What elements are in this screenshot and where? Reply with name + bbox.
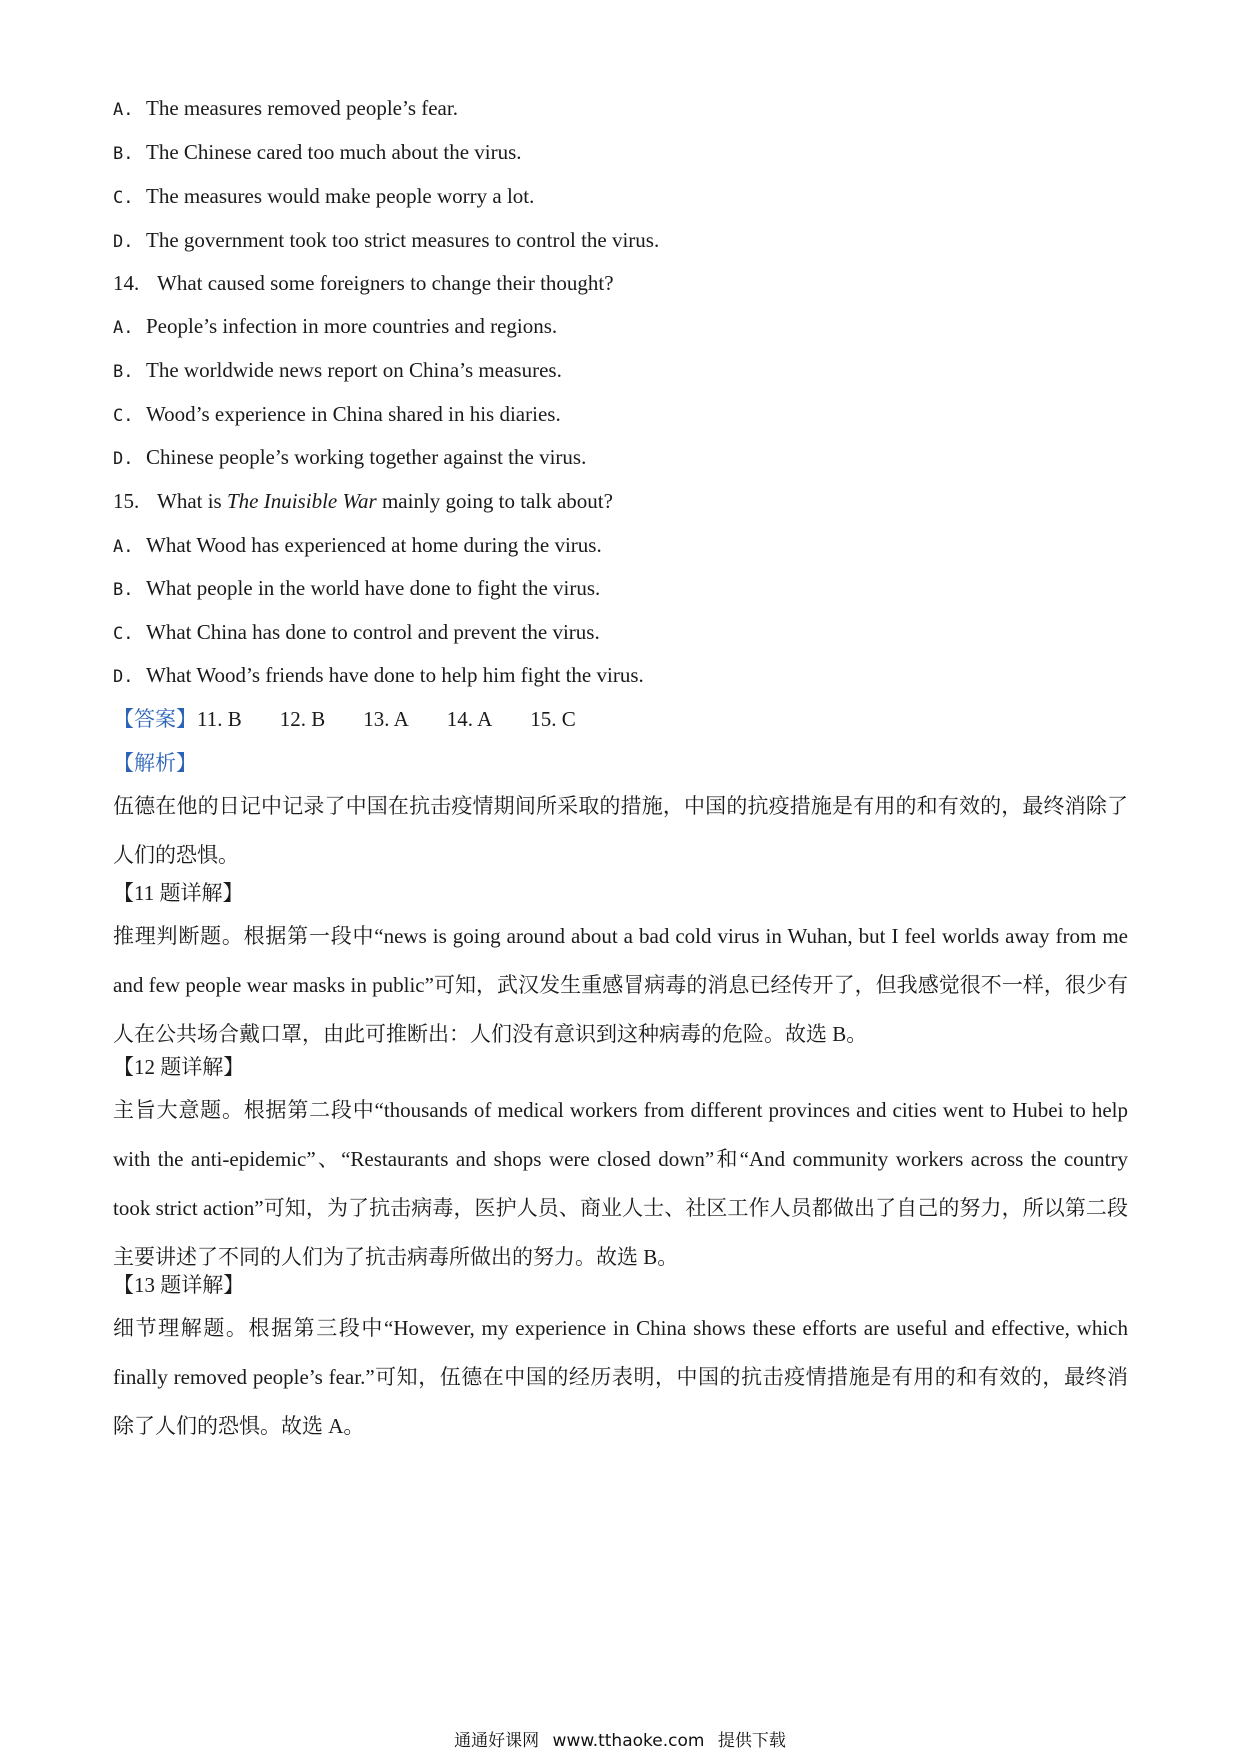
answer-label: 【答案】 bbox=[113, 707, 197, 731]
q15-option-c bbox=[113, 618, 1133, 648]
option-letter: A. bbox=[113, 537, 134, 557]
option-text: The Chinese cared too much about the virus. bbox=[146, 140, 522, 164]
option-letter: C. bbox=[113, 624, 134, 644]
option-text: The worldwide news report on China’s measures. bbox=[146, 358, 562, 382]
q14-option-c bbox=[113, 400, 1133, 430]
q14-option-b bbox=[113, 356, 1133, 386]
q15-option-a bbox=[113, 531, 1133, 561]
book-title: The Inuisible War bbox=[226, 489, 377, 513]
option-text: The government took too strict measures to control the virus. bbox=[146, 228, 660, 252]
footer-site-name: 通通好课网 bbox=[454, 1731, 540, 1751]
option-letter: D. bbox=[113, 232, 134, 252]
option-text: The measures removed people’s fear. bbox=[146, 96, 458, 120]
option-letter: B. bbox=[113, 580, 134, 600]
option-text: What China has done to control and prevent the virus. bbox=[146, 620, 600, 644]
q14-option-d bbox=[113, 443, 1133, 473]
answer-item: 15. C bbox=[530, 707, 576, 731]
q13-option-b bbox=[113, 138, 1133, 168]
option-text: People’s infection in more countries and regions. bbox=[146, 314, 558, 338]
detail-heading-13: 【13 题详解】 bbox=[113, 1273, 245, 1297]
detail-text-13: 细节理解题。根据第三段中“However, my experience in China shows these efforts are useful and effective, which finally removed people’s fear.”可知，伍德在中国的经历表明，中国的抗击疫情措施是有用的和有效的，最终消除了人们的恐惧。故选 A。 bbox=[113, 1316, 1128, 1438]
footer-tagline: 提供下载 bbox=[717, 1731, 786, 1751]
analysis-summary: 伍德在他的日记中记录了中国在抗击疫情期间所采取的措施，中国的抗疫措施是有用的和有效的，最终消除了人们的恐惧。 bbox=[113, 794, 1128, 867]
answer-item: 12. B bbox=[279, 707, 326, 731]
detail-text-12: 主旨大意题。根据第二段中“thousands of medical workers from different provinces and cities went to Hubei to help with the anti-epidemic”、“Restaurants and shops were closed down”和“And community workers across the country took strict action”可知，为了抗击病毒，医护人员、商业人士、社区工作人员都做出了自己的努力，所以第二段主要讲述了不同的人们为了抗击病毒所做出的努力。故选 B。 bbox=[113, 1098, 1128, 1269]
analysis-label: 【解析】 bbox=[113, 751, 197, 775]
question-text: What caused some foreigners to change their thought? bbox=[157, 271, 614, 295]
option-letter: B. bbox=[113, 362, 134, 382]
question-text-post: mainly going to talk about? bbox=[376, 489, 613, 513]
detail-text-11: 推理判断题。根据第一段中“news is going around about a bad cold virus in Wuhan, but I feel worlds away from me and few people wear masks in public”可知，武汉发生重感冒病毒的消息已经传开了，但我感觉很不一样，很少有人在公共场合戴口罩，由此可推断出：人们没有意识到这种病毒的危险。故选 B。 bbox=[113, 924, 1128, 1046]
answer-item: 11. B bbox=[197, 707, 242, 731]
page-footer bbox=[0, 1726, 1240, 1751]
option-text: The measures would make people worry a lot. bbox=[146, 184, 535, 208]
footer-url[interactable]: www.tthaoke.com bbox=[552, 1731, 705, 1751]
option-text: What Wood’s friends have done to help him fight the virus. bbox=[146, 663, 644, 687]
detail-heading-12: 【12 题详解】 bbox=[113, 1055, 245, 1079]
question-number: 14. bbox=[113, 271, 140, 295]
option-letter: A. bbox=[113, 100, 134, 120]
option-text: What Wood has experienced at home during the virus. bbox=[146, 533, 602, 557]
question-number: 15. bbox=[113, 489, 140, 513]
option-letter: B. bbox=[113, 144, 134, 164]
question-text-pre: What is bbox=[157, 489, 227, 513]
option-text: What people in the world have done to fight the virus. bbox=[146, 576, 601, 600]
q14-stem bbox=[113, 269, 1133, 297]
detail-heading-11: 【11 题详解】 bbox=[113, 881, 244, 905]
option-text: Wood’s experience in China shared in his diaries. bbox=[146, 402, 561, 426]
q13-option-a bbox=[113, 94, 1133, 124]
option-letter: D. bbox=[113, 667, 134, 687]
answer-key bbox=[113, 705, 1133, 733]
option-letter: A. bbox=[113, 318, 134, 338]
option-letter: C. bbox=[113, 406, 134, 426]
q15-option-b bbox=[113, 574, 1133, 604]
answer-item: 13. A bbox=[363, 707, 409, 731]
option-text: Chinese people’s working together against the virus. bbox=[146, 445, 587, 469]
q15-option-d bbox=[113, 661, 1133, 691]
option-letter: C. bbox=[113, 188, 134, 208]
q15-stem bbox=[113, 487, 1133, 515]
answer-item: 14. A bbox=[446, 707, 493, 731]
q13-option-d bbox=[113, 226, 1133, 256]
q14-option-a bbox=[113, 312, 1133, 342]
q13-option-c bbox=[113, 182, 1133, 212]
option-letter: D. bbox=[113, 449, 134, 469]
